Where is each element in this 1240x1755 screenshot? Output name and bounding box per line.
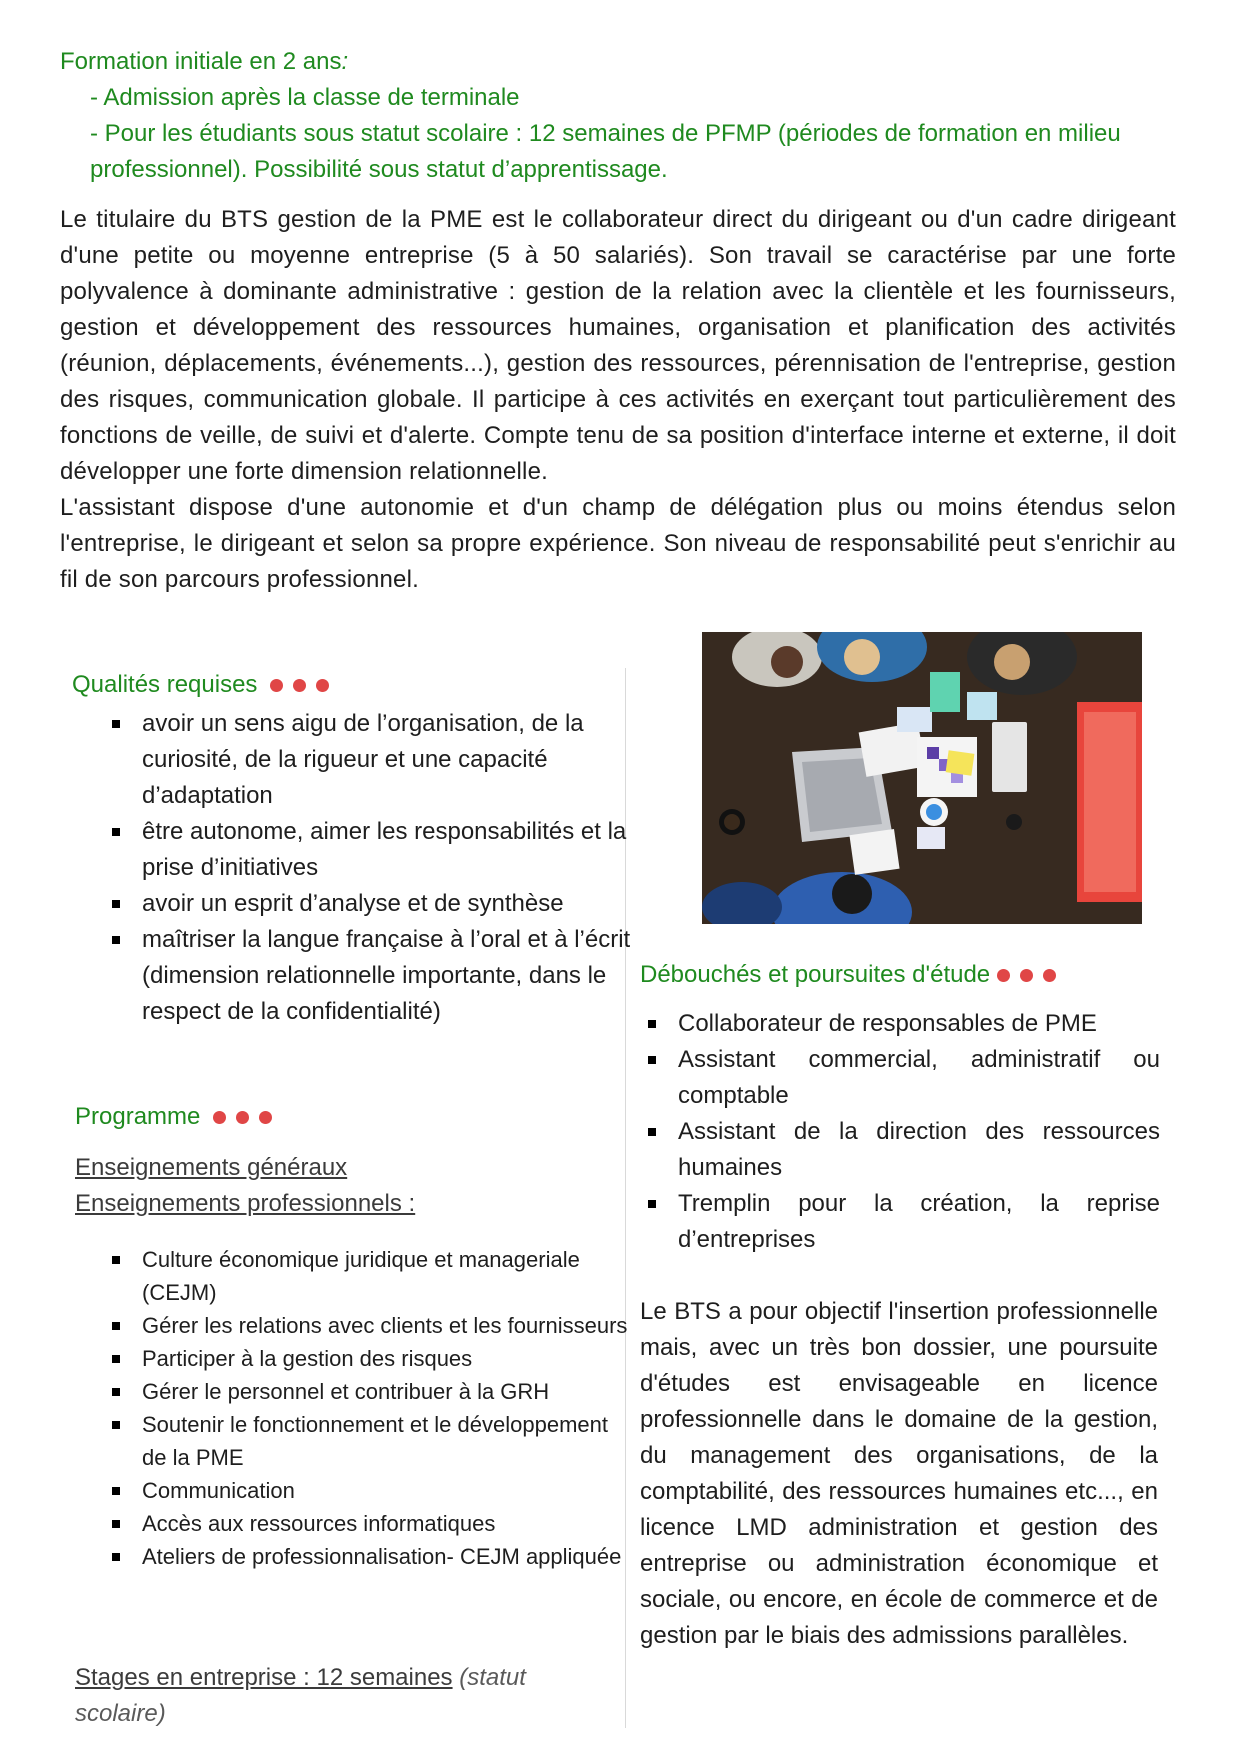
formation-title: Formation initiale en 2 ans: <box>60 48 349 75</box>
list-item: Gérer les relations avec clients et les fournisseurs <box>104 1309 634 1342</box>
stages-status: (statut scolaire) <box>75 1664 526 1727</box>
debouches-title: Débouchés et poursuites d'étude <box>640 958 1061 992</box>
enseignements-professionnels-heading: Enseignements professionnels : <box>75 1190 416 1217</box>
decorative-dots-icon <box>208 1100 277 1134</box>
list-item: Tremplin pour la création, la reprise d’entreprises <box>640 1186 1160 1258</box>
formation-item-pfmp: - Pour les étudiants sous statut scolaire : 12 semaines de PFMP (périodes de formation en milieu professionnel). Possibilité sous statut d’apprentissage. <box>90 120 1121 183</box>
stages-note <box>75 1660 615 1732</box>
programme-list <box>104 1243 634 1573</box>
enseignements-generaux-heading: Enseignements généraux <box>75 1154 348 1181</box>
list-item: Gérer le personnel et contribuer à la GRH <box>104 1375 634 1408</box>
list-item: Culture économique juridique et manageriale (CEJM) <box>104 1243 634 1309</box>
formation-block <box>60 44 1180 188</box>
intro-paragraph-1: Le titulaire du BTS gestion de la PME est le collaborateur direct du dirigeant ou d'un cadre dirigeant d'une petite ou moyenne entreprise (5 à 50 salariés). Son travail se caractérise par une forte polyvalence à dominante administrative : gestion de la relation avec la clientèle et les fournisseurs, gestion et développement des ressources humaines, organisation et planification des activités (réunion, déplacements, événements...), gestion des ressources, pérennisation de l'entreprise, gestion des risques, communication globale. Il participe à ces activités en exerçant tout particulièrement des fonctions de veille, de suivi et d'alerte. Compte tenu de sa position d'interface interne et externe, il doit développer une forte dimension relationnelle. <box>60 206 1176 485</box>
intro-text <box>60 202 1176 598</box>
poursuite-etudes-paragraph: Le BTS a pour objectif l'insertion professionnelle mais, avec un très bon dossier, une poursuite d'études est envisageable en licence professionnelle dans le domaine de la gestion, du management des organisations, de la comptabilité, des ressources humaines etc..., en licence LMD administration et gestion des entreprise ou administration économique et sociale, ou encore, en école de commerce et de gestion par le biais des admissions parallèles. <box>640 1298 1158 1649</box>
list-item: Soutenir le fonctionnement et le développement de la PME <box>104 1408 634 1474</box>
list-item: avoir un esprit d’analyse et de synthèse <box>104 886 634 922</box>
qualites-list <box>104 706 634 1030</box>
list-item: Assistant de la direction des ressources humaines <box>640 1114 1160 1186</box>
list-item: Participer à la gestion des risques <box>104 1342 634 1375</box>
list-item: avoir un sens aigu de l’organisation, de la curiosité, de la rigueur et une capacité d’adaptation <box>104 706 634 814</box>
debouches-list <box>640 1006 1160 1258</box>
list-item: Assistant commercial, administratif ou comptable <box>640 1042 1160 1114</box>
list-item: Collaborateur de responsables de PME <box>640 1006 1160 1042</box>
intro-paragraph-2: L'assistant dispose d'une autonomie et d'un champ de délégation plus ou moins étendus selon l'entreprise, le dirigeant et selon sa propre expérience. Son niveau de responsabilité peut s'enrichir au fil de son parcours professionnel. <box>60 494 1176 593</box>
qualites-title: Qualités requises <box>72 668 334 702</box>
list-item: maîtriser la langue française à l’oral et à l’écrit (dimension relationnelle importante, dans le respect de la confidentialité) <box>104 922 634 1030</box>
teamwork-illustration <box>702 632 1142 924</box>
formation-item-admission: - Admission après la classe de terminale <box>90 84 520 111</box>
list-item: Communication <box>104 1474 634 1507</box>
programme-title: Programme <box>75 1100 277 1134</box>
stages-label: Stages en entreprise : 12 semaines <box>75 1664 453 1691</box>
list-item: Ateliers de professionnalisation- CEJM appliquée <box>104 1540 634 1573</box>
decorative-dots-icon <box>992 958 1061 992</box>
decorative-dots-icon <box>265 668 334 702</box>
teamwork-photo <box>702 632 1142 924</box>
list-item: Accès aux ressources informatiques <box>104 1507 634 1540</box>
list-item: être autonome, aimer les responsabilités et la prise d’initiatives <box>104 814 634 886</box>
